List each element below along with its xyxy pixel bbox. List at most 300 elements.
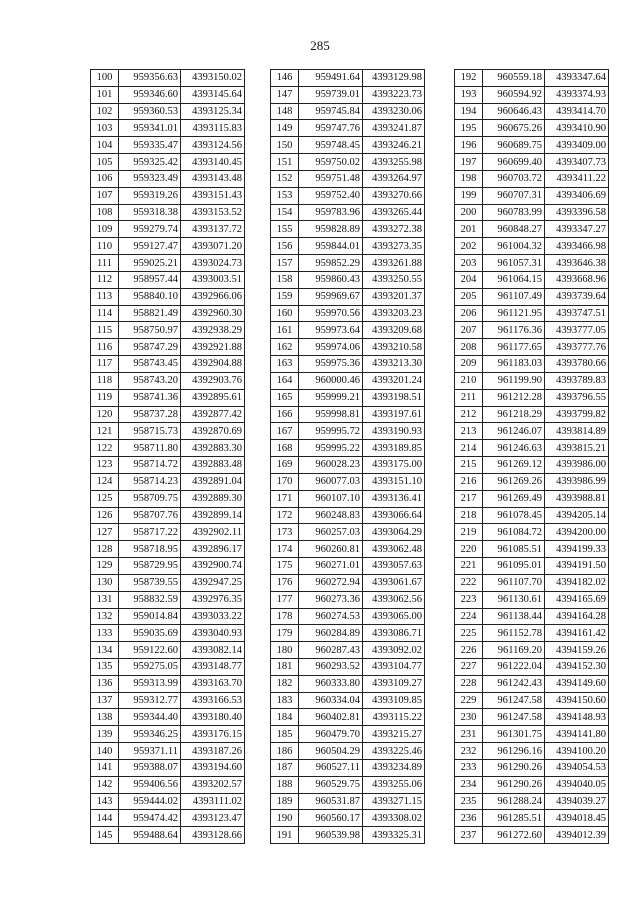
table-row: [91, 271, 245, 288]
y-coordinate: 4393225.46: [363, 743, 425, 760]
table-row: [455, 305, 609, 322]
point-number: 227: [455, 658, 483, 675]
table-row: [271, 457, 425, 474]
x-coordinate: 961290.26: [483, 759, 545, 776]
y-coordinate: 4393270.66: [363, 187, 425, 204]
point-number: 132: [91, 608, 119, 625]
y-coordinate: 4393780.66: [545, 356, 609, 373]
x-coordinate: 959750.02: [299, 154, 363, 171]
y-coordinate: 4393241.87: [363, 120, 425, 137]
x-coordinate: 961095.01: [483, 558, 545, 575]
x-coordinate: 961269.12: [483, 457, 545, 474]
y-coordinate: 4393148.77: [181, 658, 245, 675]
y-coordinate: 4393189.85: [363, 440, 425, 457]
point-number: 151: [271, 154, 299, 171]
x-coordinate: 961057.31: [483, 255, 545, 272]
point-number: 120: [91, 406, 119, 423]
point-number: 205: [455, 288, 483, 305]
x-coordinate: 959474.42: [119, 810, 181, 827]
x-coordinate: 960028.23: [299, 457, 363, 474]
table-row: [271, 305, 425, 322]
point-number: 215: [455, 457, 483, 474]
table-row: [271, 356, 425, 373]
y-coordinate: 4393153.52: [181, 204, 245, 221]
point-number: 116: [91, 339, 119, 356]
y-coordinate: 4393151.10: [363, 473, 425, 490]
x-coordinate: 960529.75: [299, 776, 363, 793]
point-number: 141: [91, 759, 119, 776]
x-coordinate: 960594.92: [483, 86, 545, 103]
coordinates-table-3: [454, 69, 609, 844]
y-coordinate: 4392903.76: [181, 372, 245, 389]
point-number: 187: [271, 759, 299, 776]
point-number: 198: [455, 170, 483, 187]
point-number: 203: [455, 255, 483, 272]
point-number: 100: [91, 70, 119, 87]
x-coordinate: 959752.40: [299, 187, 363, 204]
y-coordinate: 4393234.89: [363, 759, 425, 776]
x-coordinate: 959969.67: [299, 288, 363, 305]
y-coordinate: 4393814.89: [545, 423, 609, 440]
y-coordinate: 4393124.56: [181, 137, 245, 154]
y-coordinate: 4393255.98: [363, 154, 425, 171]
y-coordinate: 4394165.69: [545, 591, 609, 608]
x-coordinate: 961107.49: [483, 288, 545, 305]
y-coordinate: 4392895.61: [181, 389, 245, 406]
y-coordinate: 4393347.27: [545, 221, 609, 238]
x-coordinate: 961121.95: [483, 305, 545, 322]
point-number: 192: [455, 70, 483, 87]
y-coordinate: 4394040.05: [545, 776, 609, 793]
x-coordinate: 960271.01: [299, 558, 363, 575]
point-number: 163: [271, 356, 299, 373]
x-coordinate: 958743.20: [119, 372, 181, 389]
point-number: 138: [91, 709, 119, 726]
table-row: [91, 70, 245, 87]
point-number: 236: [455, 810, 483, 827]
x-coordinate: 961269.49: [483, 490, 545, 507]
x-coordinate: 960527.11: [299, 759, 363, 776]
point-number: 128: [91, 541, 119, 558]
x-coordinate: 961183.03: [483, 356, 545, 373]
y-coordinate: 4393265.44: [363, 204, 425, 221]
point-number: 147: [271, 86, 299, 103]
y-coordinate: 4393273.35: [363, 238, 425, 255]
y-coordinate: 4393129.98: [363, 70, 425, 87]
point-number: 191: [271, 827, 299, 844]
y-coordinate: 4394200.00: [545, 524, 609, 541]
y-coordinate: 4393115.22: [363, 709, 425, 726]
x-coordinate: 959014.84: [119, 608, 181, 625]
point-number: 194: [455, 103, 483, 120]
table-row: [455, 440, 609, 457]
point-number: 175: [271, 558, 299, 575]
table-row: [455, 759, 609, 776]
y-coordinate: 4394012.39: [545, 827, 609, 844]
table-row: [271, 372, 425, 389]
x-coordinate: 958717.22: [119, 524, 181, 541]
table-row: [91, 776, 245, 793]
y-coordinate: 4394100.20: [545, 743, 609, 760]
table-row: [271, 103, 425, 120]
y-coordinate: 4393202.57: [181, 776, 245, 793]
table-row: [271, 271, 425, 288]
table-row: [455, 591, 609, 608]
y-coordinate: 4393194.60: [181, 759, 245, 776]
table-row: [455, 406, 609, 423]
table-row: [271, 541, 425, 558]
table-row: [271, 221, 425, 238]
y-coordinate: 4393261.88: [363, 255, 425, 272]
point-number: 117: [91, 356, 119, 373]
point-number: 234: [455, 776, 483, 793]
table-row: [91, 305, 245, 322]
point-number: 182: [271, 675, 299, 692]
x-coordinate: 959346.60: [119, 86, 181, 103]
x-coordinate: 958739.55: [119, 574, 181, 591]
x-coordinate: 961199.90: [483, 372, 545, 389]
point-number: 142: [91, 776, 119, 793]
y-coordinate: 4393190.93: [363, 423, 425, 440]
table-row: [271, 86, 425, 103]
point-number: 106: [91, 170, 119, 187]
x-coordinate: 959751.48: [299, 170, 363, 187]
y-coordinate: 4392883.48: [181, 457, 245, 474]
x-coordinate: 958718.95: [119, 541, 181, 558]
y-coordinate: 4393347.64: [545, 70, 609, 87]
y-coordinate: 4393033.22: [181, 608, 245, 625]
y-coordinate: 4394182.02: [545, 574, 609, 591]
y-coordinate: 4393151.43: [181, 187, 245, 204]
table-row: [271, 238, 425, 255]
y-coordinate: 4393230.06: [363, 103, 425, 120]
y-coordinate: 4393198.51: [363, 389, 425, 406]
y-coordinate: 4393414.70: [545, 103, 609, 120]
point-number: 152: [271, 170, 299, 187]
x-coordinate: 958714.23: [119, 473, 181, 490]
table-row: [455, 776, 609, 793]
table-row: [271, 524, 425, 541]
x-coordinate: 960848.27: [483, 221, 545, 238]
x-coordinate: 959279.74: [119, 221, 181, 238]
point-number: 223: [455, 591, 483, 608]
point-number: 111: [91, 255, 119, 272]
point-number: 193: [455, 86, 483, 103]
point-number: 129: [91, 558, 119, 575]
point-number: 180: [271, 642, 299, 659]
table-row: [271, 170, 425, 187]
table-row: [455, 204, 609, 221]
table-row: [455, 558, 609, 575]
point-number: 171: [271, 490, 299, 507]
point-number: 126: [91, 507, 119, 524]
point-number: 149: [271, 120, 299, 137]
point-number: 237: [455, 827, 483, 844]
point-number: 119: [91, 389, 119, 406]
point-number: 156: [271, 238, 299, 255]
point-number: 213: [455, 423, 483, 440]
y-coordinate: 4392877.42: [181, 406, 245, 423]
point-number: 110: [91, 238, 119, 255]
x-coordinate: 959739.01: [299, 86, 363, 103]
point-number: 233: [455, 759, 483, 776]
table-row: [91, 423, 245, 440]
table-row: [271, 675, 425, 692]
table-row: [271, 322, 425, 339]
point-number: 123: [91, 457, 119, 474]
x-coordinate: 961222.04: [483, 658, 545, 675]
point-number: 202: [455, 238, 483, 255]
x-coordinate: 960260.81: [299, 541, 363, 558]
point-number: 160: [271, 305, 299, 322]
table-row: [271, 591, 425, 608]
x-coordinate: 960334.04: [299, 692, 363, 709]
point-number: 220: [455, 541, 483, 558]
table-row: [91, 558, 245, 575]
x-coordinate: 959973.64: [299, 322, 363, 339]
point-number: 201: [455, 221, 483, 238]
y-coordinate: 4393201.24: [363, 372, 425, 389]
y-coordinate: 4392900.74: [181, 558, 245, 575]
x-coordinate: 961285.51: [483, 810, 545, 827]
table-row: [271, 810, 425, 827]
x-coordinate: 958832.59: [119, 591, 181, 608]
y-coordinate: 4393064.29: [363, 524, 425, 541]
y-coordinate: 4393166.53: [181, 692, 245, 709]
x-coordinate: 959344.40: [119, 709, 181, 726]
y-coordinate: 4392883.30: [181, 440, 245, 457]
table-row: [271, 743, 425, 760]
table-row: [91, 322, 245, 339]
x-coordinate: 959844.01: [299, 238, 363, 255]
x-coordinate: 959852.29: [299, 255, 363, 272]
table-row: [91, 490, 245, 507]
x-coordinate: 959488.64: [119, 827, 181, 844]
x-coordinate: 961296.16: [483, 743, 545, 760]
table-row: [91, 625, 245, 642]
point-number: 112: [91, 271, 119, 288]
y-coordinate: 4392938.29: [181, 322, 245, 339]
y-coordinate: 4393128.66: [181, 827, 245, 844]
point-number: 115: [91, 322, 119, 339]
point-number: 121: [91, 423, 119, 440]
y-coordinate: 4393143.48: [181, 170, 245, 187]
x-coordinate: 960287.43: [299, 642, 363, 659]
y-coordinate: 4393092.02: [363, 642, 425, 659]
y-coordinate: 4392891.04: [181, 473, 245, 490]
table-row: [455, 793, 609, 810]
x-coordinate: 961290.26: [483, 776, 545, 793]
y-coordinate: 4393065.00: [363, 608, 425, 625]
x-coordinate: 961288.24: [483, 793, 545, 810]
x-coordinate: 959323.49: [119, 170, 181, 187]
point-number: 166: [271, 406, 299, 423]
point-number: 181: [271, 658, 299, 675]
table-row: [91, 608, 245, 625]
point-number: 118: [91, 372, 119, 389]
x-coordinate: 961212.28: [483, 389, 545, 406]
y-coordinate: 4393086.71: [363, 625, 425, 642]
x-coordinate: 960284.89: [299, 625, 363, 642]
x-coordinate: 958715.73: [119, 423, 181, 440]
x-coordinate: 961107.70: [483, 574, 545, 591]
table-row: [455, 221, 609, 238]
table-row: [271, 423, 425, 440]
point-number: 168: [271, 440, 299, 457]
y-coordinate: 4393411.22: [545, 170, 609, 187]
y-coordinate: 4393255.06: [363, 776, 425, 793]
y-coordinate: 4393739.64: [545, 288, 609, 305]
point-number: 208: [455, 339, 483, 356]
y-coordinate: 4393210.58: [363, 339, 425, 356]
table-row: [91, 743, 245, 760]
x-coordinate: 960107.10: [299, 490, 363, 507]
point-number: 169: [271, 457, 299, 474]
y-coordinate: 4393123.47: [181, 810, 245, 827]
y-coordinate: 4393150.02: [181, 70, 245, 87]
point-number: 179: [271, 625, 299, 642]
point-number: 211: [455, 389, 483, 406]
x-coordinate: 958709.75: [119, 490, 181, 507]
y-coordinate: 4393003.51: [181, 271, 245, 288]
table-row: [455, 574, 609, 591]
table-row: [455, 810, 609, 827]
table-row: [271, 776, 425, 793]
x-coordinate: 959360.53: [119, 103, 181, 120]
point-number: 218: [455, 507, 483, 524]
x-coordinate: 961246.07: [483, 423, 545, 440]
y-coordinate: 4393024.73: [181, 255, 245, 272]
y-coordinate: 4392921.88: [181, 339, 245, 356]
x-coordinate: 959444.02: [119, 793, 181, 810]
point-number: 184: [271, 709, 299, 726]
x-coordinate: 959748.45: [299, 137, 363, 154]
y-coordinate: 4393203.23: [363, 305, 425, 322]
x-coordinate: 959335.47: [119, 137, 181, 154]
point-number: 146: [271, 70, 299, 87]
table-row: [91, 170, 245, 187]
y-coordinate: 4393308.02: [363, 810, 425, 827]
x-coordinate: 961177.65: [483, 339, 545, 356]
table-row: [271, 120, 425, 137]
table-row: [455, 103, 609, 120]
x-coordinate: 959341.01: [119, 120, 181, 137]
table-row: [91, 356, 245, 373]
x-coordinate: 959325.42: [119, 154, 181, 171]
table-row: [91, 221, 245, 238]
y-coordinate: 4393163.70: [181, 675, 245, 692]
y-coordinate: 4393406.69: [545, 187, 609, 204]
point-number: 158: [271, 271, 299, 288]
point-number: 170: [271, 473, 299, 490]
point-number: 183: [271, 692, 299, 709]
table-row: [271, 255, 425, 272]
table-row: [91, 339, 245, 356]
table-row: [91, 86, 245, 103]
y-coordinate: 4393407.73: [545, 154, 609, 171]
y-coordinate: 4394150.60: [545, 692, 609, 709]
point-number: 139: [91, 726, 119, 743]
y-coordinate: 4393374.93: [545, 86, 609, 103]
point-number: 190: [271, 810, 299, 827]
y-coordinate: 4392966.06: [181, 288, 245, 305]
x-coordinate: 959828.89: [299, 221, 363, 238]
table-row: [455, 507, 609, 524]
x-coordinate: 960273.36: [299, 591, 363, 608]
y-coordinate: 4392904.88: [181, 356, 245, 373]
table-row: [271, 440, 425, 457]
y-coordinate: 4394149.60: [545, 675, 609, 692]
x-coordinate: 959035.69: [119, 625, 181, 642]
point-number: 212: [455, 406, 483, 423]
table-row: [91, 137, 245, 154]
y-coordinate: 4394199.33: [545, 541, 609, 558]
table-row: [455, 238, 609, 255]
table-row: [91, 154, 245, 171]
y-coordinate: 4393066.64: [363, 507, 425, 524]
table-row: [455, 457, 609, 474]
x-coordinate: 959318.38: [119, 204, 181, 221]
x-coordinate: 961064.15: [483, 271, 545, 288]
x-coordinate: 958707.76: [119, 507, 181, 524]
x-coordinate: 959371.11: [119, 743, 181, 760]
x-coordinate: 959995.72: [299, 423, 363, 440]
x-coordinate: 958743.45: [119, 356, 181, 373]
x-coordinate: 959995.22: [299, 440, 363, 457]
table-row: [455, 86, 609, 103]
x-coordinate: 958750.97: [119, 322, 181, 339]
point-number: 189: [271, 793, 299, 810]
point-number: 130: [91, 574, 119, 591]
x-coordinate: 961247.58: [483, 692, 545, 709]
table-row: [455, 137, 609, 154]
y-coordinate: 4393396.58: [545, 204, 609, 221]
point-number: 224: [455, 608, 483, 625]
y-coordinate: 4393104.77: [363, 658, 425, 675]
point-number: 209: [455, 356, 483, 373]
y-coordinate: 4393815.21: [545, 440, 609, 457]
point-number: 199: [455, 187, 483, 204]
y-coordinate: 4393109.85: [363, 692, 425, 709]
x-coordinate: 960257.03: [299, 524, 363, 541]
x-coordinate: 960707.31: [483, 187, 545, 204]
point-number: 134: [91, 642, 119, 659]
y-coordinate: 4393466.98: [545, 238, 609, 255]
table-row: [455, 608, 609, 625]
x-coordinate: 960504.29: [299, 743, 363, 760]
x-coordinate: 961242.43: [483, 675, 545, 692]
x-coordinate: 961084.72: [483, 524, 545, 541]
table-row: [455, 541, 609, 558]
y-coordinate: 4393115.83: [181, 120, 245, 137]
point-number: 113: [91, 288, 119, 305]
x-coordinate: 959122.60: [119, 642, 181, 659]
y-coordinate: 4393197.61: [363, 406, 425, 423]
point-number: 219: [455, 524, 483, 541]
y-coordinate: 4393271.15: [363, 793, 425, 810]
x-coordinate: 960274.53: [299, 608, 363, 625]
table-row: [91, 675, 245, 692]
point-number: 174: [271, 541, 299, 558]
table-row: [91, 204, 245, 221]
table-row: [271, 154, 425, 171]
point-number: 105: [91, 154, 119, 171]
table-row: [271, 793, 425, 810]
y-coordinate: 4393145.64: [181, 86, 245, 103]
table-row: [455, 423, 609, 440]
x-coordinate: 958729.95: [119, 558, 181, 575]
table-row: [271, 726, 425, 743]
